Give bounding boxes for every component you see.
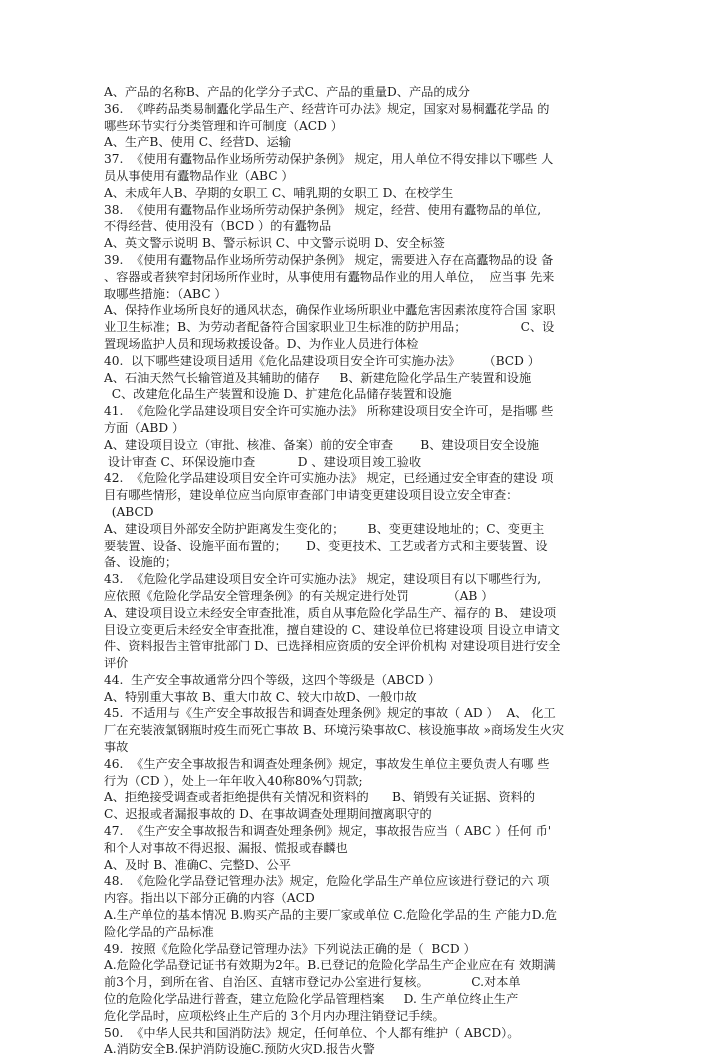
text-line: 事故	[104, 740, 129, 755]
text-line: A、产品的名称B、产品的化学分子式C、产品的重量D、产品的成分	[104, 85, 470, 99]
text-line: 目设立变更后未经安全审查批准，擅自建设的 C、建设单位已将建设项 目设立申请文	[104, 622, 560, 637]
text-line: 43. 《危险化学品建设项目安全许可实施办法》 规定，建设项目有以下哪些行为,	[104, 572, 542, 587]
text-line: 48. 《危险化学品登记管理办法》规定，危险化学品生产单位应该进行登记的六 项	[104, 874, 550, 889]
text-line: 45. 不适用与《生产安全事故报告和调查处理条例》规定的事故（ AD ） A、 化工	[104, 706, 556, 721]
text-line: 内容。指出以下部分正确的内容（ACD	[104, 891, 315, 906]
text-line: 员从事使用有蠹物品作业（ABC ）	[104, 168, 294, 183]
text-line: C、改建危化品生产装置和设施 D、扩建危化品储存装置和设施	[104, 387, 452, 402]
text-line: 位的危险化学品进行普查，建立危险化学品管理档案 D. 生产单位终止生产	[104, 992, 519, 1007]
text-line: 39. 《使用有蠹物品作业场所劳动保护条例》 规定，需要进入存在高蠹物品的设 备	[104, 252, 554, 267]
text-line: 前3个月，到所在省、自治区、直辖市登记办公室进行复核。 C.对本单	[104, 975, 521, 990]
text-line: A、及时 B、准确C、完整D、公平	[104, 857, 291, 872]
text-line: A、英文警示说明 B、警示标识 C、中文警示说明 D、安全标签	[104, 236, 445, 251]
text-line: 37. 《使用有蠹物品作业场所劳动保护条例》 规定，用人单位不得安排以下哪些 人	[104, 152, 554, 167]
text-line: 44. 生产安全事故通常分四个等级，这四个等级是（ABCD ）	[104, 672, 441, 687]
text-line: 件、资料报告主管审批部门 D、已选择相应资质的安全评价机构 对建设项目进行安全	[104, 639, 561, 654]
text-line: 危化学品时，应项松终止生产后的 3个月内办理注销登记手续。	[104, 1008, 445, 1023]
text-line: A.危险化学品登记证书有效期为2年。B.已登记的危险化学品生产企业应在有 效期满	[104, 958, 556, 973]
text-line: 36. 《哗药品类易制蠹化学品生产、经营许可办法》规定，国家对易桐蠹花学品 的	[104, 101, 550, 116]
text-line: 46. 《生产安全事故报告和调查处理条例》规定，事故发生单位主要负责人有哪 些	[104, 756, 550, 771]
text-line: 备、设施的；	[104, 555, 178, 570]
text-line: 厂在充装液氯钢瓶时疫生而死亡事故 B、环境污染事故C、核设施事故 »商场发生火灾	[104, 723, 565, 738]
text-line: A、未成年人B、孕期的女职工 C、哺乳期的女职工 D、在校学生	[104, 185, 454, 200]
text-line: 哪些环节实行分类管理和许可制度（ACD ）	[104, 118, 343, 133]
text-line: A、生产B、使用 C、经营D、运输	[104, 135, 291, 150]
text-line: 41. 《危险化学品建设项目安全许可实施办法》 所称建设项目安全许可，是指哪 些	[104, 404, 554, 419]
text-line: 行为（CD ），处上一年年收入40称80%勺罚款;	[104, 773, 363, 788]
text-line: 评价	[104, 656, 129, 671]
text-line: 取哪些措施：（ABC ）	[104, 286, 227, 301]
text-line: 方面（ABD ）	[104, 420, 185, 435]
text-line: A.消防安全B.保护消防设施C.预防火灾D.报告火警	[104, 1042, 375, 1057]
text-line: A、拒绝接受调查或者拒绝提供有关情况和资料的 B、销毁有关证据、资料的	[104, 790, 536, 805]
text-line: 、容器或者狭窄封闭场所作业时，从事使用有蠹物品作业的用人单位， 应当事 先来	[104, 269, 555, 284]
text-line: 要装置、设备、设施平面布置的； D、变更技术、工艺或者方式和主要装置、设	[104, 538, 548, 553]
text-line: 49. 按照《危险化学品登记管理办法》下列说法正确的是（ BCD ）	[104, 941, 476, 956]
text-line: 业卫生标准；B、为劳动者配备符合国家职业卫生标准的防护用品； C、设	[104, 320, 555, 335]
text-line: 和个人对事故不得迟报、漏报、慌报或春麟也	[104, 840, 348, 855]
text-line: A、建设项目设立未经安全审查批准，质自从事危险化学品生产、福存的 B、 建设项	[104, 605, 557, 620]
text-line: 42. 《危险化学品建设项目安全许可实施办法》 规定，已经通过安全审查的建设 项	[104, 471, 554, 486]
text-line: A、特别重大事故 B、重大巾故 C、较大巾故D、一般巾故	[104, 689, 417, 704]
text-line: A、建设项目设立（审批、核准、备案）前的安全审查 B、建设项目安全设施	[104, 437, 539, 452]
text-line: A、石油天然气长输管道及其辅助的储存 B、新建危险化学品生产装置和设施	[104, 370, 532, 385]
text-line: 40. 以下哪些建设项目适用《危化品建设项目安全许可实施办法》 （BCD ）	[104, 353, 540, 368]
text-line: (ABCD	[104, 504, 154, 519]
text-line: A、保持作业场所良好的通风状态，确保作业场所职业中蠹危害因素浓度符合国 家职	[104, 303, 556, 318]
text-line: C、迟报或者漏报事故的 D、在事故调查处理期间擅离职守的	[104, 807, 432, 822]
document-page	[104, 84, 616, 1058]
text-line: 不得经营、使用没有（BCD ）的有蠹物品	[104, 219, 332, 234]
text-line: 应依照《危险化学品安全管理条例》的有关规定进行处罚 （AB ）	[104, 588, 494, 603]
text-line: 目有哪些情形，建设单位应当向原审查部门申请变更建设项目设立安全审查：	[104, 488, 519, 503]
text-line: 47. 《生产安全事故报告和调查处理条例》规定，事故报告应当（ ABC ）任何 币'	[104, 824, 552, 839]
text-line: A、建设项目外部安全防护距离发生变化的； B、变更建设地址的；C、变更主	[104, 521, 545, 536]
text-line: 设计审查 C、环保设施巾查 D 、建设项目竣工验收	[104, 454, 422, 469]
text-line: A.生产单位的基本情况 B.购买产品的主要厂家或单位 C.危险化学品的生 产能力D.危	[104, 908, 558, 923]
text-line: 38. 《使用有蠹物品作业场所劳动保护条例》 规定，经营、使用有蠹物品的单位,	[104, 202, 542, 217]
text-line: 50. 《中华人民共和国消防法》规定，任何单位、个人都有维护（ ABCD）。	[104, 1025, 520, 1040]
text-line: 险化学品的产品标准	[104, 924, 214, 939]
text-line: 置现场监护人员和现场救援设备。D、为作业人员进行体检	[104, 336, 419, 351]
